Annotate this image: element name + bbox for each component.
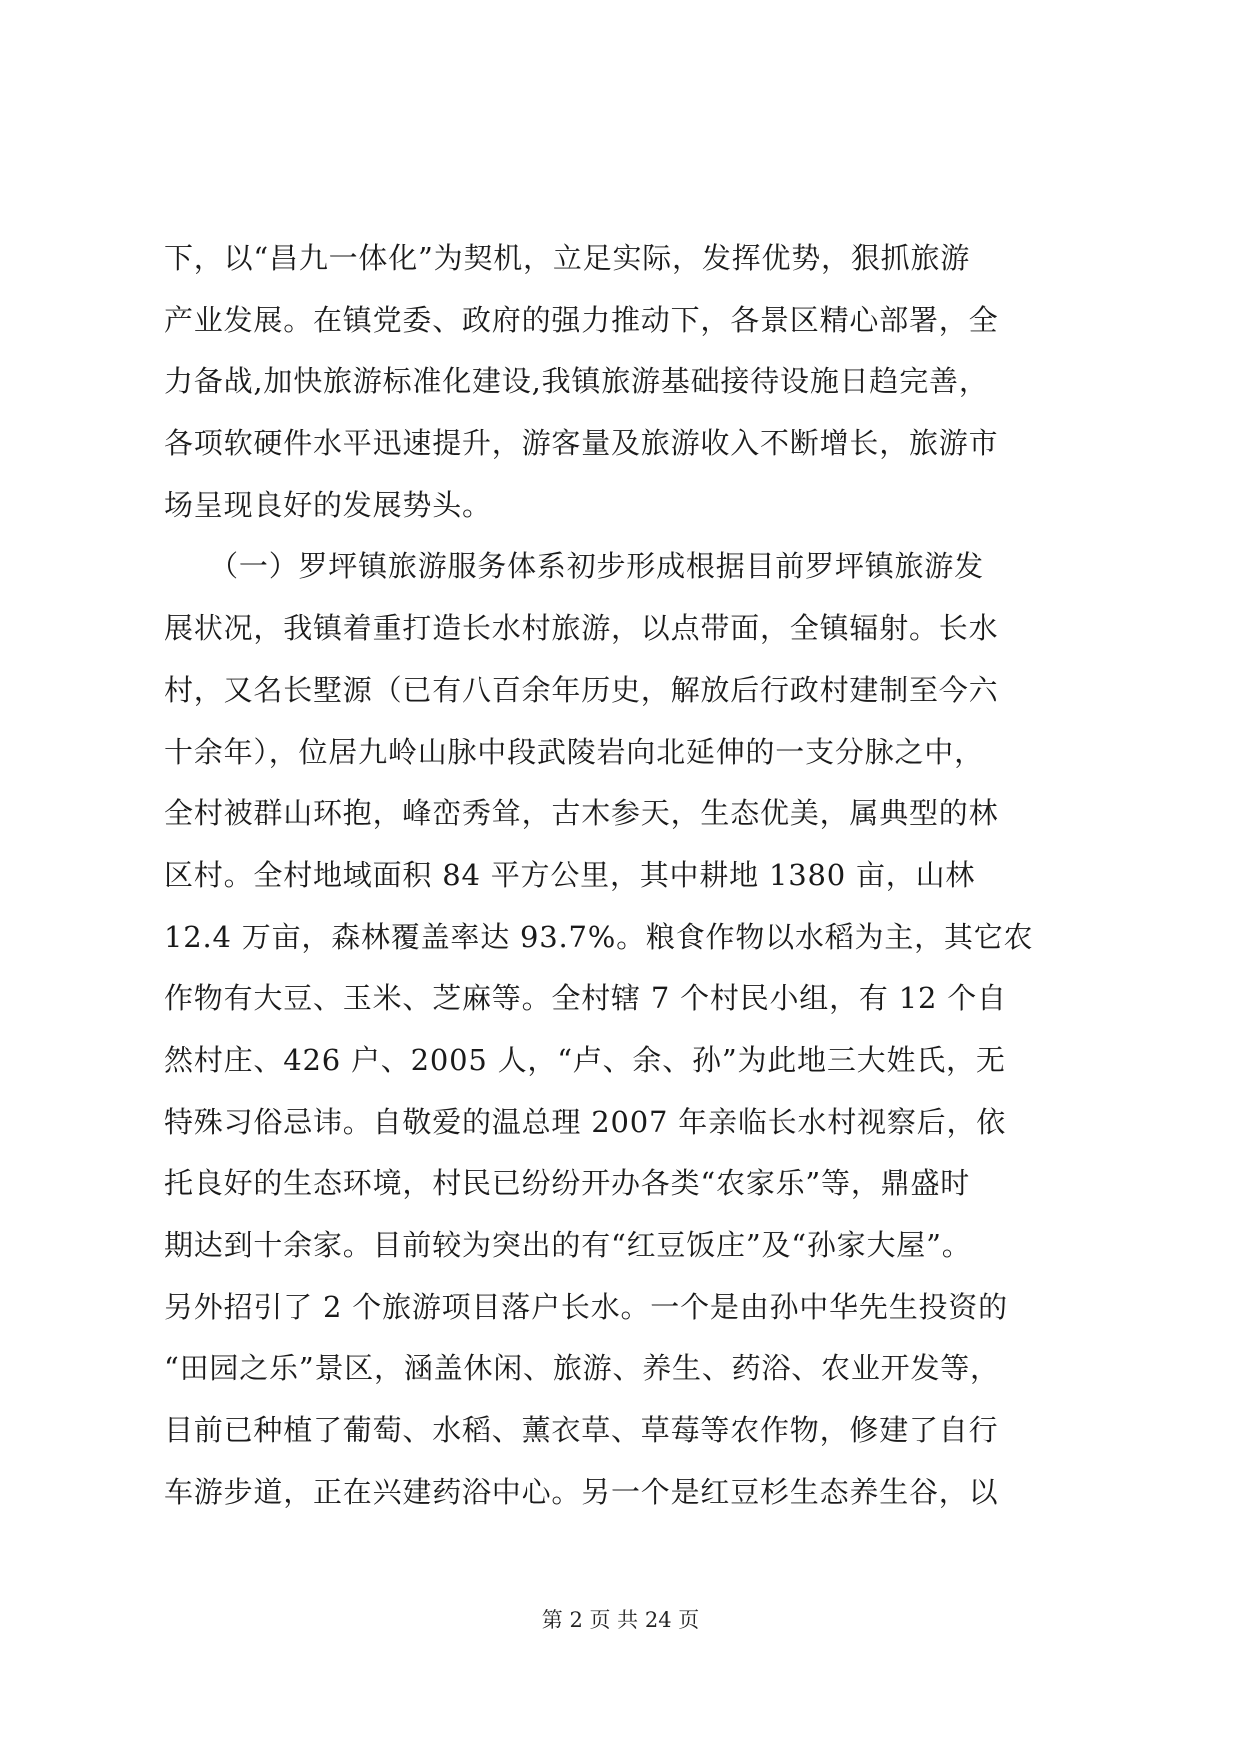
text-line: 力备战,加快旅游标准化建设,我镇旅游基础接待设施日趋完善，	[164, 364, 989, 399]
text-line: 目前已种植了葡萄、水稻、薰衣草、草莓等农作物，修建了自行	[164, 1413, 999, 1448]
text-line: 场呈现良好的发展势头。	[164, 487, 492, 522]
text-line: 展状况，我镇着重打造长水村旅游，以点带面，全镇辐射。长水	[164, 611, 999, 646]
text-line: 期达到十余家。目前较为突出的有“红豆饭庄”及“孙家大屋”。	[164, 1228, 972, 1262]
text-line: 车游步道，正在兴建药浴中心。另一个是红豆杉生态养生谷，以	[164, 1474, 999, 1509]
text-line: 特殊习俗忌讳。自敬爱的温总理 2007 年亲临长水村视察后，依	[164, 1104, 1007, 1139]
text-line: （一）罗坪镇旅游服务体系初步形成根据目前罗坪镇旅游发	[164, 549, 984, 584]
text-line: 十余年），位居九岭山脉中段武陵岩向北延伸的一支分脉之中，	[164, 734, 984, 769]
page-number-footer: 第 2 页 共 24 页	[541, 1608, 700, 1632]
text-line: 全村被群山环抱，峰峦秀耸，古木参天，生态优美，属典型的林	[164, 796, 999, 831]
text-line: 另外招引了 2 个旅游项目落户长水。一个是由孙中华先生投资的	[164, 1289, 1008, 1324]
text-line: “田园之乐”景区，涵盖休闲、旅游、养生、药浴、农业开发等，	[164, 1351, 1000, 1386]
body-text	[164, 228, 1088, 1523]
text-line: 下，以“昌九一体化”为契机，立足实际，发挥优势，狠抓旅游	[164, 241, 971, 275]
text-line: 然村庄、426 户、2005 人，“卢、余、孙”为此地三大姓氏，无	[164, 1042, 1006, 1077]
text-line: 各项软硬件水平迅速提升，游客量及旅游收入不断增长，旅游市	[164, 426, 999, 461]
text-line: 托良好的生态环境，村民已纷纷开办各类“农家乐”等，鼎盛时	[164, 1166, 971, 1201]
text-line: 村，又名长墅源（已有八百余年历史，解放后行政村建制至今六	[164, 672, 999, 707]
text-line: 区村。全村地域面积 84 平方公里，其中耕地 1380 亩，山林	[164, 857, 976, 892]
text-line: 12.4 万亩，森林覆盖率达 93.7%。粮食作物以水稻为主，其它农	[164, 919, 1034, 954]
text-line: 作物有大豆、玉米、芝麻等。全村辖 7 个村民小组，有 12 个自	[164, 981, 1007, 1016]
text-line: 产业发展。在镇党委、政府的强力推动下，各景区精心部署，全	[164, 302, 999, 337]
